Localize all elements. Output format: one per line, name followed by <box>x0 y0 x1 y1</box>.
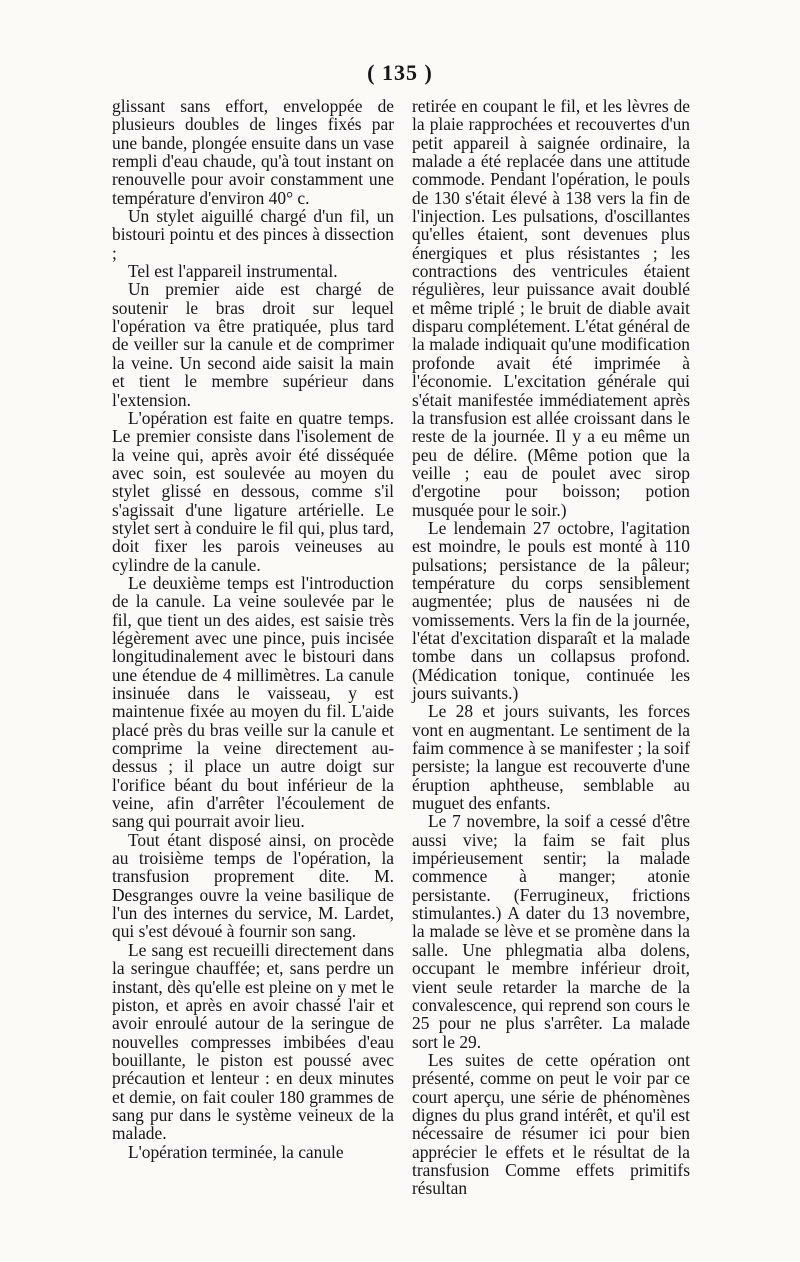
paragraph: retirée en coupant le fil, et les lèvres de la plaie rapprochées et recouvertes d'un petit appareil à saignée ordinaire, la malade a été replacée dans une attitude commode. Pendant l'opération, le pouls de 130 s'était élevé à 138 vers la fin de l'injection. Les pulsations, d'oscillantes qu'elles étaient, sont devenues plus énergiques et plus résistantes ; les contractions des ventricules étaient régulières, leur puissance avait doublé et même triplé ; le bruit de diable avait disparu complétement. L'état général de la malade indiquait qu'une modification profonde avait été imprimée à l'économie. L'excitation générale qui s'était manifestée immédiatement après la transfusion est allée croissant dans le reste de la journée. Il y a eu même un peu de délire. (Même potion que la veille ; eau de poulet avec sirop d'ergotine pour boisson; potion musquée pour le soir.) <box>412 96 690 520</box>
paragraph: L'opération terminée, la canule <box>128 1141 344 1162</box>
paragraph: L'opération est faite en quatre temps. Le premier consiste dans l'isolement de la veine qui, après avoir été disséquée avec soin, est soulevée au moyen du stylet glissé en dessous, comme s'il s'agissait d'une ligature artérielle. Le stylet sert à conduire le fil qui, plus tard, doit fixer les parois veineuses au cylindre de la canule. <box>112 407 394 575</box>
paragraph: Le sang est recueilli directement dans la seringue chauffée; et, sans perdre un instant, dès qu'elle est pleine on y met le piston, et après en avoir chassé l'air et avoir enroulé autour de la seringue de nouvelles compresses imbibées d'eau bouillante, le piston est poussé avec précaution et lenteur : en deux minutes et demie, on fait couler 180 grammes de sang pur dans le système veineux de la malade. <box>112 939 394 1144</box>
paragraph: Tel est l'appareil instrumental. <box>128 261 338 282</box>
paragraph: Le lendemain 27 octobre, l'agitation est moindre, le pouls est monté à 110 pulsations; persistance de la pâleur; température du corps sensiblement augmentée; plus de nausées ni de vomissements. Vers la fin de la journée, l'état d'excitation disparaît et la malade tombe dans un collapsus profond. (Médication tonique, continuée les jours suivants.) <box>412 517 690 703</box>
paragraph: Un stylet aiguillé chargé d'un fil, un bistouri pointu et des pinces à dissection ; <box>112 206 394 263</box>
paragraph: Le 7 novembre, la soif a cessé d'être aussi vive; la faim se fait plus impérieusement sentir; la malade commence à manger; atonie persistante. (Ferrugineux, frictions stimulantes.) A dater du 13 novembre, la malade se lève et se promène dans la salle. Une phlegmatia alba dolens, occupant le membre inférieur droit, vient seule retarder la marche de la convalescence, qui reprend son cours le 25 pour ne plus s'arrêter. La malade sort le 29. <box>412 811 690 1052</box>
paragraph: Le deuxième temps est l'introduction de la canule. La veine soulevée par le fil, que tient un des aides, est saisie très légèrement avec une pince, puis incisée longitudinalement avec le bistouri dans une étendue de 4 millimètres. La canule insinuée dans le vaisseau, y est maintenue fixée au moyen du fil. L'aide placé près du bras veille sur la canule et comprime la veine directement au-dessus ; il place un autre doigt sur l'orifice béant du bout inférieur de la veine, afin d'arrêter l'écoulement de sang qui pourrait avoir lieu. <box>112 572 394 832</box>
page-number: ( 135 ) <box>367 60 433 85</box>
left-text-column <box>112 97 394 1161</box>
right-text-column <box>412 97 690 1198</box>
paragraph: Tout étant disposé ainsi, on procède au troisième temps de l'opération, la transfusion proprement dite. M. Desgranges ouvre la veine basilique de l'un des internes du service, M. Lardet, qui s'est dévoué à fournir son sang. <box>112 829 394 942</box>
paragraph: glissant sans effort, enveloppée de plusieurs doubles de linges fixés par une bande, plongée ensuite dans un vase rempli d'eau chaude, qu'à tout instant on renouvelle pour avoir constamment une température d'environ 40° c. <box>112 96 394 208</box>
paragraph: Un premier aide est chargé de soutenir le bras droit sur lequel l'opération va être pratiquée, plus tard de veiller sur la canule et de comprimer la veine. Un second aide saisit la main et tient le membre supérieur dans l'extension. <box>112 279 394 410</box>
paragraph: Le 28 et jours suivants, les forces vont en augmentant. Le sentiment de la faim commence à se manifester ; la soif persiste; la langue est recouverte d'une éruption aphtheuse, semblable au muguet des enfants. <box>412 701 690 814</box>
paragraph: Les suites de cette opération ont présenté, comme on peut le voir par ce court aperçu, une série de phénomènes dignes du plus grand intérêt, et qu'il est nécessaire de résumer ici pour bien apprécier le effets et le résultat de la transfusion Comme effets primitifs résultan <box>412 1049 690 1199</box>
